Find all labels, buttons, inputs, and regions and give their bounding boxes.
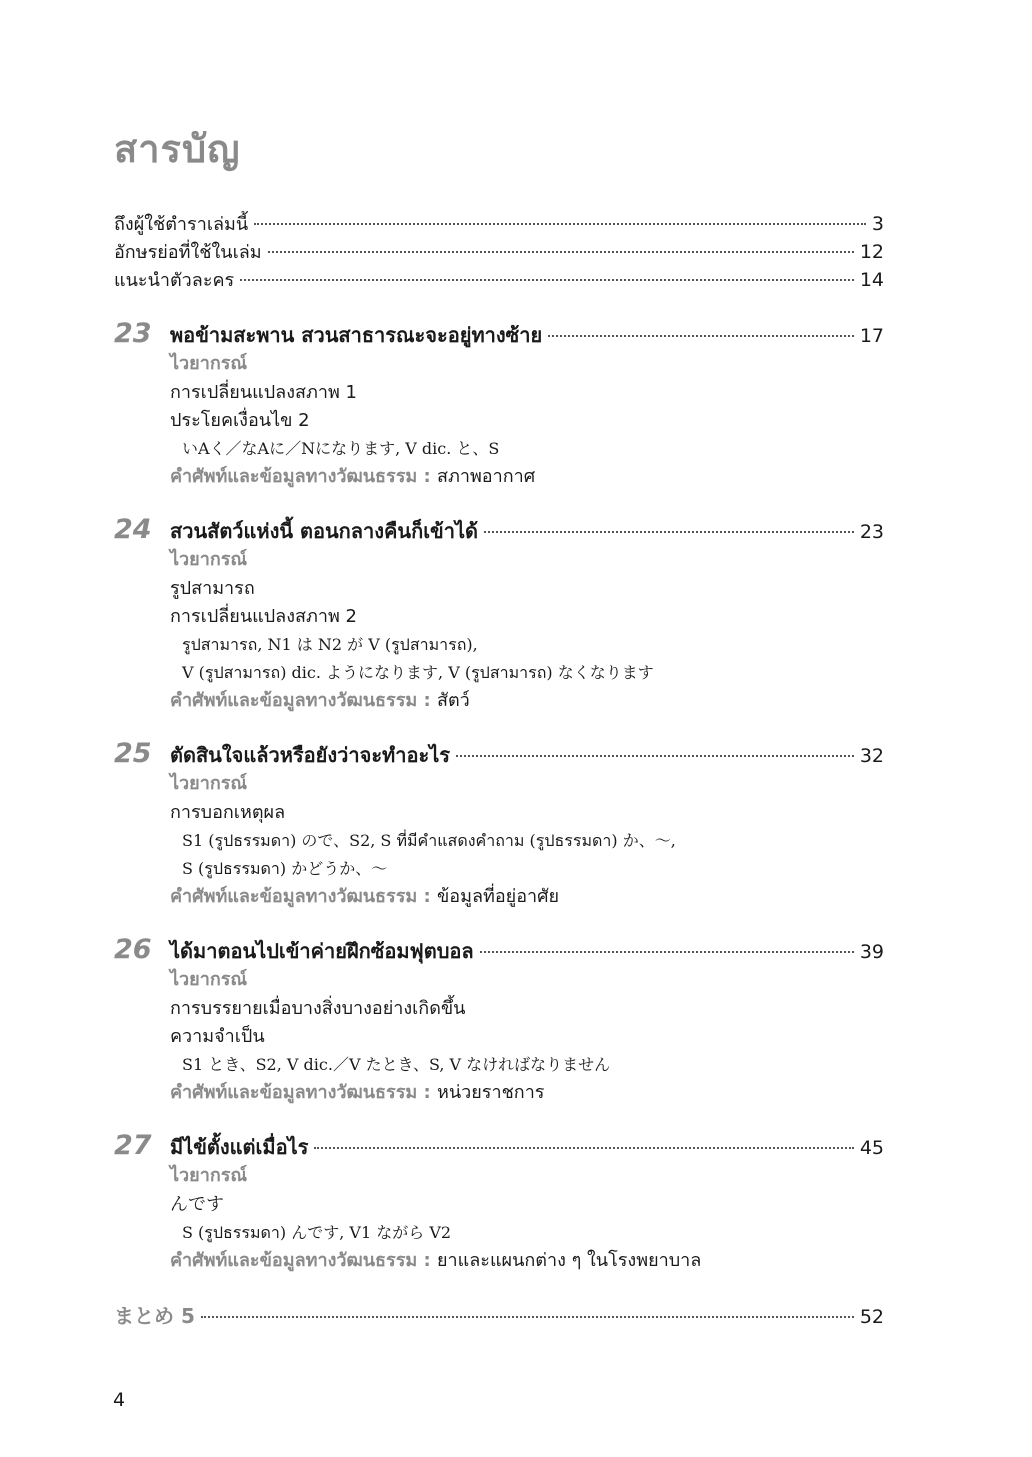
chapter-number: 27 [114, 1130, 152, 1161]
grammar-pattern: รูปสามารถ, N1 は N2 が V (รูปสามารถ), [182, 635, 478, 654]
vocab-culture-line [170, 465, 535, 489]
dot-leader [484, 531, 854, 533]
chapter-page: 23 [859, 521, 884, 543]
chapter-title: ได้มาตอนไปเข้าค่ายฝึกซ้อมฟุตบอล [170, 939, 474, 963]
vocab-culture-label: คำศัพท์และข้อมูลทางวัฒนธรรม : [170, 886, 431, 907]
chapter-page: 17 [859, 325, 884, 347]
grammar-pattern: S1 とき、S2, V dic.／V たとき、S, V なければなりません [182, 1055, 611, 1074]
grammar-topic: ประโยคเงื่อนไข 2 [170, 410, 310, 431]
chapter-page: 39 [859, 941, 884, 963]
chapter-24-heading[interactable] [114, 514, 884, 545]
vocab-culture-label: คำศัพท์และข้อมูลทางวัฒนธรรม : [170, 466, 431, 487]
toc-entry-label: อักษรย่อที่ใช้ในเล่ม [114, 242, 262, 263]
summary-label: まとめ 5 [114, 1304, 195, 1328]
toc-entry-label: แนะนำตัวละคร [114, 270, 235, 291]
dot-leader [456, 755, 854, 757]
vocab-culture-label: คำศัพท์และข้อมูลทางวัฒนธรรม : [170, 690, 431, 711]
vocab-culture-label: คำศัพท์และข้อมูลทางวัฒนธรรม : [170, 1250, 431, 1271]
vocab-culture-line [170, 1249, 701, 1273]
toc-entry-front-1[interactable] [114, 212, 884, 237]
summary-page: 52 [859, 1306, 884, 1328]
vocab-culture-label: คำศัพท์และข้อมูลทางวัฒนธรรม : [170, 1082, 431, 1103]
vocab-culture-topic: ข้อมูลที่อยู่อาศัย [436, 886, 560, 907]
toc-entry-page: 14 [859, 269, 884, 291]
page-number: 4 [113, 1389, 126, 1411]
dot-leader [480, 951, 854, 953]
chapter-title: สวนสัตว์แห่งนี้ ตอนกลางคืนก็เข้าได้ [170, 519, 478, 543]
toc-entry-front-2[interactable] [114, 240, 884, 265]
chapter-25-heading[interactable] [114, 738, 884, 769]
chapter-page: 45 [859, 1137, 884, 1159]
vocab-culture-line [170, 689, 470, 713]
dot-leader [548, 335, 854, 337]
chapter-title: พอข้ามสะพาน สวนสาธารณะจะอยู่ทางซ้าย [170, 323, 543, 347]
dot-leader [254, 223, 866, 225]
vocab-culture-line [170, 1081, 544, 1105]
chapter-title: ตัดสินใจแล้วหรือยังว่าจะทำอะไร [170, 743, 451, 767]
chapter-title: มีไข้ตั้งแต่เมื่อไร [170, 1135, 309, 1159]
toc-entry-label: ถึงผู้ใช้ตำราเล่มนี้ [114, 214, 249, 235]
grammar-pattern: いAく／なAに／Nになります, V dic. と、S [182, 439, 500, 458]
grammar-heading: ไวยากรณ์ [170, 1165, 248, 1186]
grammar-topic: การเปลี่ยนแปลงสภาพ 1 [170, 382, 357, 403]
grammar-topic: รูปสามารถ [170, 578, 255, 599]
grammar-pattern: S (รูปธรรมดา) かどうか、～ [182, 859, 388, 878]
dot-leader [201, 1316, 854, 1318]
vocab-culture-topic: ยาและแผนกต่าง ๆ ในโรงพยาบาล [436, 1250, 702, 1271]
grammar-topic: การบอกเหตุผล [170, 802, 286, 823]
chapter-number: 26 [114, 934, 152, 965]
grammar-heading: ไวยากรณ์ [170, 969, 248, 990]
page-title: สารบัญ [114, 127, 241, 171]
chapter-27-heading[interactable] [114, 1130, 884, 1161]
grammar-topic: การบรรยายเมื่อบางสิ่งบางอย่างเกิดขึ้น [170, 998, 466, 1019]
chapter-23-heading[interactable] [114, 318, 884, 349]
summary-entry[interactable] [114, 1304, 884, 1329]
chapter-number: 24 [114, 514, 152, 545]
grammar-pattern: V (รูปสามารถ) dic. ようになります, V (รูปสามารถ) なくなります [182, 663, 654, 682]
dot-leader [268, 251, 854, 253]
dot-leader [240, 279, 854, 281]
chapter-page: 32 [859, 745, 884, 767]
grammar-topic: ความจำเป็น [170, 1026, 265, 1047]
vocab-culture-topic: สภาพอากาศ [436, 466, 536, 487]
grammar-heading: ไวยากรณ์ [170, 353, 248, 374]
grammar-topic: การเปลี่ยนแปลงสภาพ 2 [170, 606, 357, 627]
grammar-pattern: S1 (รูปธรรมดา) ので、S2, S ที่มีคำแสดงคำถาม (รูปธรรมดา) か、～, [182, 831, 676, 850]
chapter-number: 25 [114, 738, 152, 769]
chapter-number: 23 [114, 318, 152, 349]
grammar-heading: ไวยากรณ์ [170, 773, 248, 794]
vocab-culture-line [170, 885, 559, 909]
toc-entry-page: 12 [859, 241, 884, 263]
vocab-culture-topic: หน่วยราชการ [436, 1082, 545, 1103]
toc-entry-page: 3 [871, 213, 884, 235]
grammar-heading: ไวยากรณ์ [170, 549, 248, 570]
toc-entry-front-3[interactable] [114, 268, 884, 293]
dot-leader [314, 1147, 853, 1149]
chapter-26-heading[interactable] [114, 934, 884, 965]
grammar-pattern: S (รูปธรรมดา) んです, V1 ながら V2 [182, 1223, 452, 1242]
vocab-culture-topic: สัตว์ [436, 690, 470, 711]
grammar-topic: んです [170, 1194, 224, 1215]
